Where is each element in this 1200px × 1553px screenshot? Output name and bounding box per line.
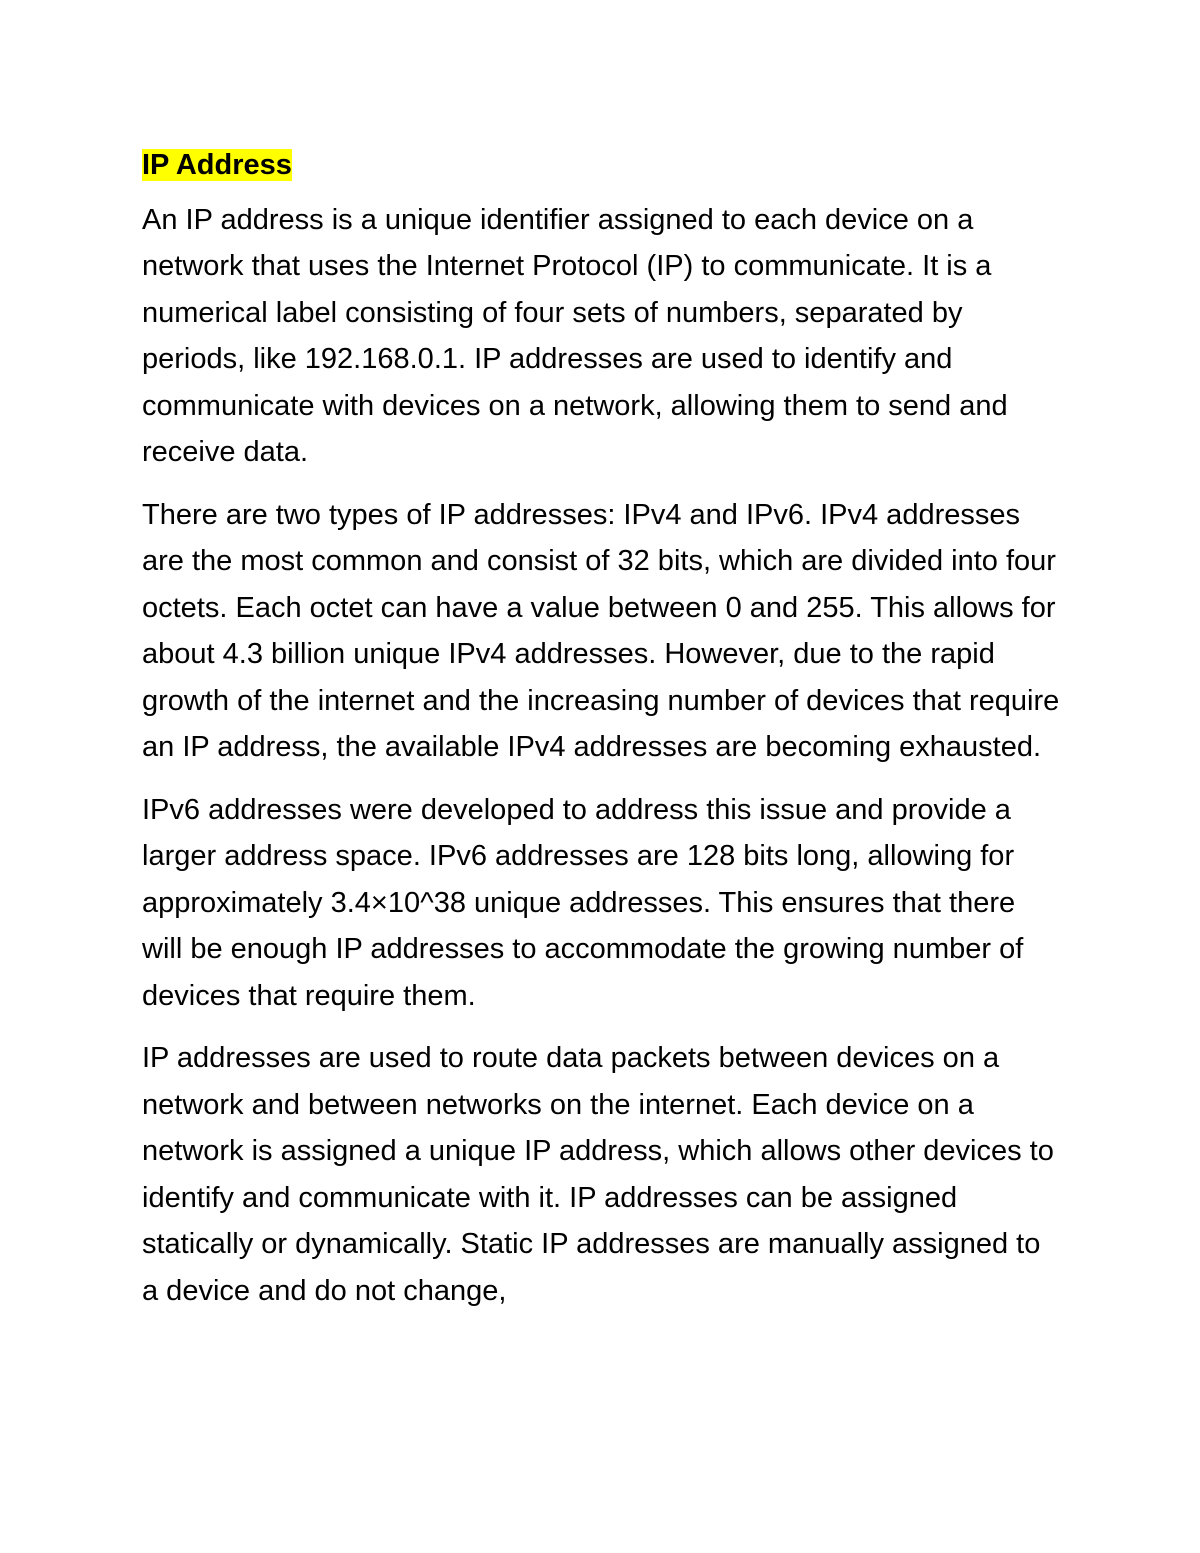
paragraph-intro: An IP address is a unique identifier assigned to each device on a network that uses the Internet Protocol (IP) to communicate. It is a numerical label consisting of four sets of numbers, separated by periods, like 192.168.0.1. IP addresses are used to identify and communicate with devices on a network, allowing them to send and receive data.	[142, 203, 1008, 468]
paragraph-ipv6: IPv6 addresses were developed to address this issue and provide a larger address space. IPv6 addresses are 128 bits long, allowing for approximately 3.4×10^38 unique addresses. This ensures that there will be enough IP addresses to accommodate the growing number of devices that require them.	[142, 793, 1024, 1012]
paragraph-routing: IP addresses are used to route data packets between devices on a network and between networks on the internet. Each device on a network is assigned a unique IP address, which allows other devices to identify and communicate with it. IP addresses can be assigned statically or dynamically. Static IP addresses are manually assigned to a device and do not change,	[142, 1042, 1054, 1307]
paragraph-ip-types: There are two types of IP addresses: IPv4 and IPv6. IPv4 addresses are the most common and consist of 32 bits, which are divided into four octets. Each octet can have a value between 0 and 255. This allows for about 4.3 billion unique IPv4 addresses. However, due to the rapid growth of the internet and the increasing number of devices that require an IP address, the available IPv4 addresses are becoming exhausted.	[142, 498, 1060, 763]
document-body	[142, 142, 1062, 1330]
document-heading	[142, 142, 1062, 189]
highlighted-heading-text: IP Address	[142, 149, 292, 181]
